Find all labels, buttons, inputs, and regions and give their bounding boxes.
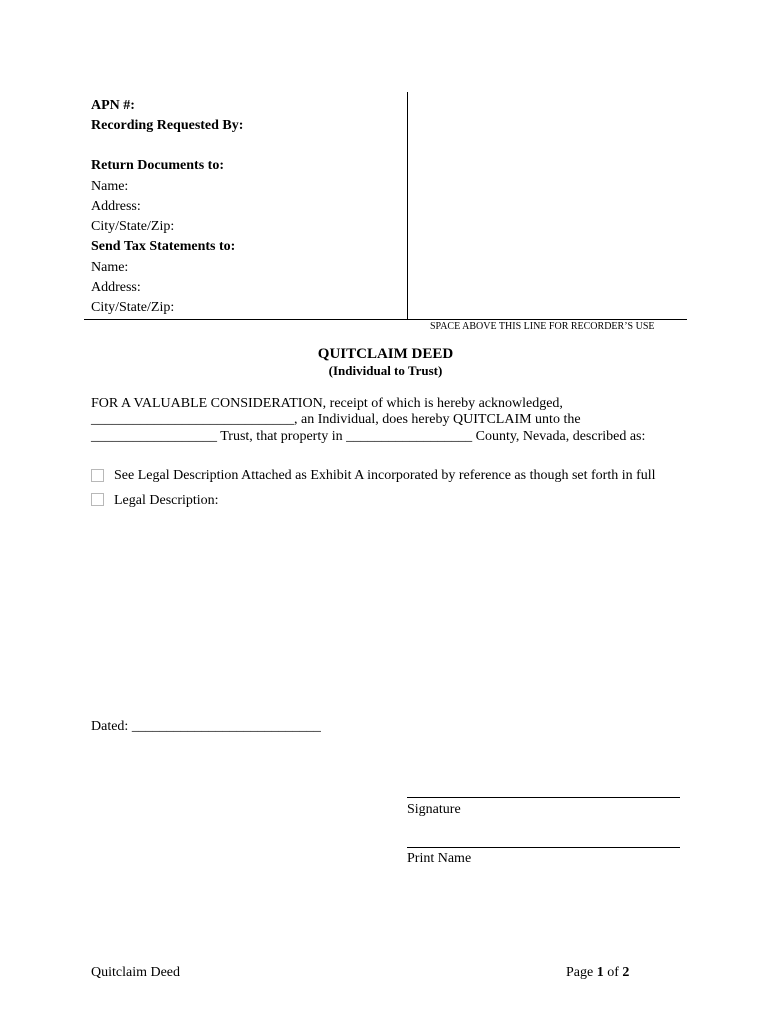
page-indicator [566, 963, 629, 983]
signature-label: Signature [407, 802, 461, 817]
dated-label: Dated: [91, 719, 129, 734]
legal-description-checkbox[interactable] [91, 493, 104, 506]
print-name-line[interactable] [407, 847, 680, 848]
page-total: 2 [622, 965, 630, 980]
send-tax-statements-to-label: Send Tax Statements to: [91, 239, 236, 254]
deed-subtitle: (Individual to Trust) [328, 363, 443, 378]
tax-city-label: City/State/Zip: [91, 300, 175, 315]
recorder-vertical-divider [407, 92, 408, 319]
recorder-use-note: SPACE ABOVE THIS LINE FOR RECORDER’S USE [430, 321, 655, 332]
return-city-label: City/State/Zip: [91, 219, 175, 234]
footer-document-title: Quitclaim Deed [91, 965, 181, 980]
grantor-line: _____________________________, an Individual, does hereby QUITCLAIM unto the [91, 412, 581, 427]
return-address-label: Address: [91, 199, 141, 214]
print-name-label: Print Name [407, 851, 472, 866]
signature-line[interactable] [407, 797, 680, 798]
dated-field[interactable] [91, 717, 321, 737]
return-name-label: Name: [91, 179, 129, 194]
tax-name-label: Name: [91, 260, 129, 275]
return-documents-to-label: Return Documents to: [91, 158, 224, 173]
trust-property-line: __________________ Trust, that property in __________________ County, Nevada, described as: [91, 429, 646, 444]
recorder-horizontal-divider [84, 319, 687, 320]
exhibit-a-label: See Legal Description Attached as Exhibit A incorporated by reference as though set forth in full [114, 468, 656, 483]
page-current: 1 [596, 965, 604, 980]
dated-blank: ___________________________ [131, 719, 321, 734]
recording-requested-by-label: Recording Requested By: [91, 118, 244, 133]
exhibit-a-checkbox[interactable] [91, 469, 104, 482]
apn-label: APN #: [91, 98, 135, 113]
tax-address-label: Address: [91, 280, 141, 295]
consideration-line: FOR A VALUABLE CONSIDERATION, receipt of which is hereby acknowledged, [91, 396, 563, 411]
deed-title: QUITCLAIM DEED [317, 346, 454, 362]
legal-description-label: Legal Description: [114, 493, 219, 508]
page-prefix: Page [566, 965, 594, 980]
page-of: of [607, 965, 619, 980]
